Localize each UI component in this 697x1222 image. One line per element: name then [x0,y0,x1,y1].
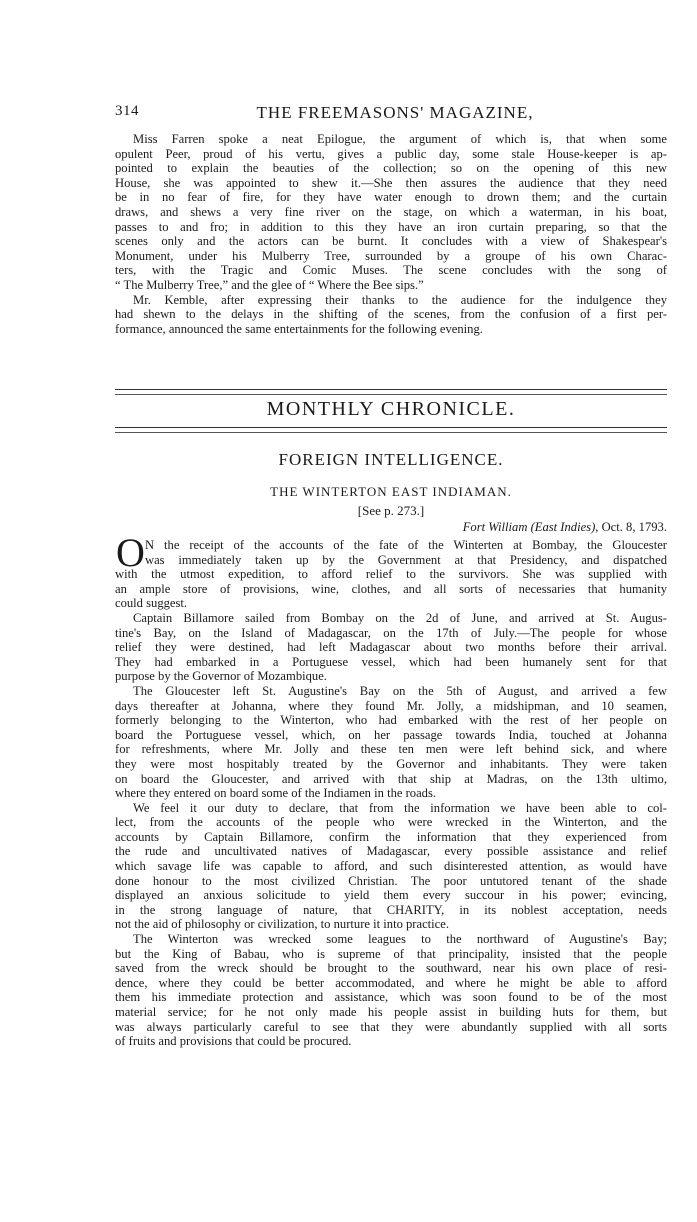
text-line: for refreshments, where Mr. Jolly and these ten men were left behind sick, and where [115,742,667,757]
theatre-review-text [115,132,667,336]
text-line: We feel it our duty to declare, that from the information we have been able to col- [133,800,667,815]
text-line: but the King of Babau, who is supreme of that principality, insisted that the people [115,946,667,961]
text-line: which savage life was capable to afford, and such disinterested attention, as would have [115,859,667,874]
text-line: Captain Billamore sailed from Bombay on the 2d of June, and arrived at St. Augus- [133,610,667,625]
text-line: had shewn to the delays in the shifting of the scenes, from the confusion of a first per- [115,307,667,322]
text-line: The Winterton was wrecked some leagues to the northward of Augustine's Bay; [133,932,667,947]
running-head [115,103,667,123]
text-line: board the Portuguese vessel, which, on her passage towards India, touched at Johanna [115,727,667,742]
text-line: displayed an anxious solicitude to yield them every succour in his power; evincing, [115,888,667,903]
text-line: done honour to the most civilized Christian. The poor untutored tenant of the shade [115,873,667,888]
text-line: Monument, under his Mulberry Tree, surrounded by a groupe of his own Charac- [115,248,667,263]
dateline-date: , Oct. 8, 1793. [595,520,667,534]
text-line: with the utmost expedition, to afford relief to the survivors. She was supplied with [115,567,667,582]
article-text [115,530,667,1049]
text-line: be in no fear of fire, for they have water enough to drown them; and the curtain [115,190,667,205]
text-line: of fruits and provisions that could be procured. [115,1034,352,1049]
text-line: lect, from the accounts of the people who were wrecked in the Winterton, and the [115,815,667,830]
text-line: “ The Mulberry Tree,” and the glee of “ Where the Bee sips.” [115,277,424,292]
text-line: could suggest. [115,596,188,611]
text-line: Miss Farren spoke a neat Epilogue, the argument of which is, that when some [133,132,667,146]
text-line: dence, where they could be better accommodated, and where he might be able to afford [115,975,667,990]
running-title: THE FREEMASONS' MAGAZINE, [256,103,534,122]
text-line: saved from the wreck should be brought to the southward, near his own place of resi- [115,961,667,976]
text-line: material service; for he not only made his people assist in building huts for them, but [115,1005,667,1019]
text-line: scenes only and the actors can be burnt. It concludes with a view of Shakespear's [115,234,667,249]
page-number: 314 [115,103,139,119]
text-line: passes to and fro; in addition to this they have an iron curtain preparing, so that the [115,219,667,234]
text-line: pointed to explain the beauties of the collection; so on the opening of this new [115,161,667,176]
text-line: not the aid of philosophy or civilization, to nurture it into practice. [115,917,450,932]
cross-reference: [See p. 273.] [357,503,425,518]
text-line: they were most hospitably treated by the Governor and inhabitants. They were taken [115,756,667,771]
text-line: purpose by the Governor of Mozambique. [115,669,327,684]
subsection-title: FOREIGN INTELLIGENCE. [278,450,504,469]
text-line: the rude and uncultivated natives of Madagascar, every possible assistance and relief [115,844,667,859]
text-line: was immediately taken up by the Government at that Presidency, and dispatched [145,552,667,567]
text-line: ters, with the Tragic and Comic Muses. The scene concludes with the song of [115,263,667,278]
text-line: where they entered on board some of the Indiamen in the roads. [115,786,437,801]
text-line: them his immediate protection and assistance, which was soon found to be of the most [115,990,667,1005]
text-line: on board the Gloucester, and arrived with that ship at Madras, on the 13th ultimo, [115,771,667,786]
text-line: was always particularly careful to see that they were abundantly supplied with all sorts [115,1019,667,1034]
text-line: They had embarked in a Portuguese vessel, which had been humanely sent for that [115,654,667,669]
text-line: N the receipt of the accounts of the fate of the Winterten at Bombay, the Gloucester [145,538,667,552]
text-line: in the strong language of nature, that CHARITY, in its noblest acceptation, needs [115,902,667,917]
rule-top [115,389,667,395]
article-title: THE WINTERTON EAST INDIAMAN. [270,484,512,499]
text-line: Mr. Kemble, after expressing their thanks to the audience for the indulgence they [133,292,667,307]
text-line: The Gloucester left St. Augustine's Bay on the 5th of August, and arrived a few [133,683,667,698]
text-line: House, she was appointed to shew it.—She then assures the audience that they need [115,175,667,190]
text-line: relief they were destined, had left Madagascar about two months before their arrival. [115,640,667,655]
drop-cap: O [116,530,145,575]
dateline-place: Fort William (East Indies) [462,520,596,534]
text-line: draws, and shews a very fine river on the stage, on which a waterman, in his boat, [115,204,667,219]
text-line: tine's Bay, on the Island of Madagascar, on the 17th of July.—The people for whose [115,625,667,640]
dateline [115,520,667,535]
rule-bottom [115,427,667,433]
text-line: formance, announced the same entertainments for the following evening. [115,321,483,336]
text-line: an ample store of provisions, wine, clothes, and all sorts of necessaries that humanity [115,581,667,596]
text-line: formerly belonging to the Winterton, who had embarked with the rest of her people on [115,713,667,728]
text-line: accounts by Captain Billamore, confirm the information that they experienced from [115,829,667,844]
text-line: days thereafter at Johanna, where they found Mr. Jolly, a midshipman, and 10 seamen, [115,698,667,713]
section-title: MONTHLY CHRONICLE. [266,398,516,420]
text-line: opulent Peer, proud of his vertu, gives a public day, some stale House-keeper is ap- [115,146,667,161]
